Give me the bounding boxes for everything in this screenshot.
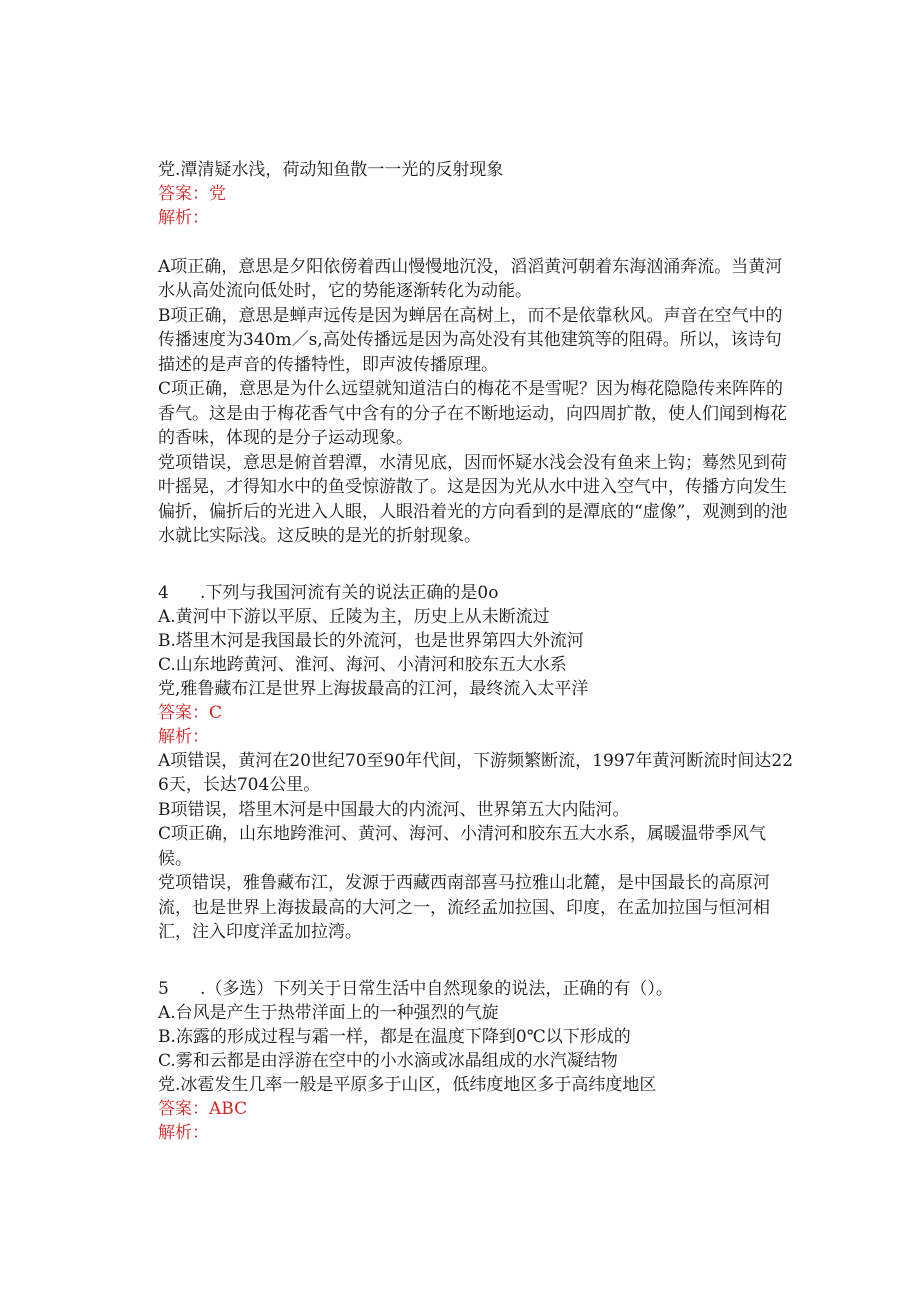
q4-option-d: 党,雅鲁藏布江是世界上海拔最高的江河，最终流入太平洋 <box>158 678 589 699</box>
q5-option-b: B.冻露的形成过程与霜一样，都是在温度下降到0℃以下形成的 <box>158 1026 631 1047</box>
q4-option-a: A.黄河中下游以平原、丘陵为主，历史上从未断流过 <box>158 606 550 627</box>
q4-explanation-d: 党项错误，雅鲁藏布江，发源于西藏西南部喜马拉雅山北麓，是中国最长的高原河流，也是世界上海拔最高的大河之一，流经孟加拉国、印度，在孟加拉国与恒河相汇，注入印度洋孟加拉湾。 <box>158 873 770 942</box>
q5-option-d: 党.冰雹发生几率一般是平原多于山区，低纬度地区多于高纬度地区 <box>158 1074 657 1095</box>
q5-option-a: A.台风是产生于热带洋面上的一种强烈的气旋 <box>158 1002 499 1023</box>
q3-explanation-a-text: A项正确，意思是夕阳依傍着西山慢慢地沉没，滔滔黄河朝着东海汹涌奔流。当黄河水从高处流向低处时，它的势能逐渐转化为动能。 <box>158 256 783 301</box>
q3-explanation-b: B项正确，意思是蝉声远传是因为蝉居在高树上，而不是依靠秋风。声音在空气中的传播速度为340m／s,高处传播远是因为高处没有其他建筑等的阻碍。所以，该诗句描述的是声音的传播特性，即声波传播原理。 <box>158 305 783 375</box>
q5-number: 5 <box>158 978 169 999</box>
q4-option-c: C.山东地跨黄河、淮河、海河、小清河和胶东五大水系 <box>158 654 567 675</box>
q4-explanation-c: C项正确，山东地跨淮河、黄河、海河、小清河和胶东五大水系，属暖温带季风气候。 <box>158 824 767 869</box>
q3-answer: 答案：党 <box>158 184 226 204</box>
q5-stem: .（多选）下列关于日常生活中自然现象的说法，正确的有（）。 <box>200 978 673 999</box>
q4-stem-line <box>158 581 816 605</box>
document-page <box>158 158 816 1145</box>
q5-option-c: C.雾和云都是由浮游在空中的小水滴或冰晶组成的水汽凝结物 <box>158 1050 618 1071</box>
q4-number: 4 <box>158 582 169 603</box>
q4-stem: .下列与我国河流有关的说法正确的是0o <box>200 582 499 603</box>
q3-option-d: 党.潭清疑水浅，荷动知鱼散一一光的反射现象 <box>158 160 504 180</box>
q4-analysis-label: 解析： <box>158 726 209 747</box>
q3-explanation-a <box>158 230 794 304</box>
q3-explanation-c: C项正确，意思是为什么远望就知道洁白的梅花不是雪呢？因为梅花隐隐传来阵阵的香气。这是由于梅花香气中含有的分子在不断地运动，向四周扩散，使人们闻到梅花的香味，体现的是分子运动现象。 <box>158 379 787 448</box>
q4-explanation-a: A项错误，黄河在20世纪70至90年代间，下游频繁断流，1997年黄河断流时间达226天，长达704公里。 <box>158 750 794 795</box>
q5-answer: 答案：ABC <box>158 1098 248 1119</box>
q5-analysis-label: 解析： <box>158 1122 209 1143</box>
q5-stem-line <box>158 977 816 1001</box>
q3-analysis-label: 解析： <box>158 208 209 228</box>
q4-option-b: B.塔里木河是我国最长的外流河，也是世界第四大外流河 <box>158 630 584 651</box>
q3-explanation-d: 党项错误，意思是俯首碧潭，水清见底，因而怀疑水浅会没有鱼来上钩；蓦然见到荷叶摇晃，才得知水中的鱼受惊游散了。这是因为光从水中进入空气中，传播方向发生偏折，偏折后的光进入人眼，人眼沿着光的方向看到的是潭底的“虚像”，观测到的池水就比实际浅。这反映的是光的折射现象。 <box>158 452 788 546</box>
q4-explanation-b: B项错误，塔里木河是中国最大的内流河、世界第五大内陆河。 <box>158 799 630 820</box>
q4-answer: 答案：C <box>158 702 223 723</box>
